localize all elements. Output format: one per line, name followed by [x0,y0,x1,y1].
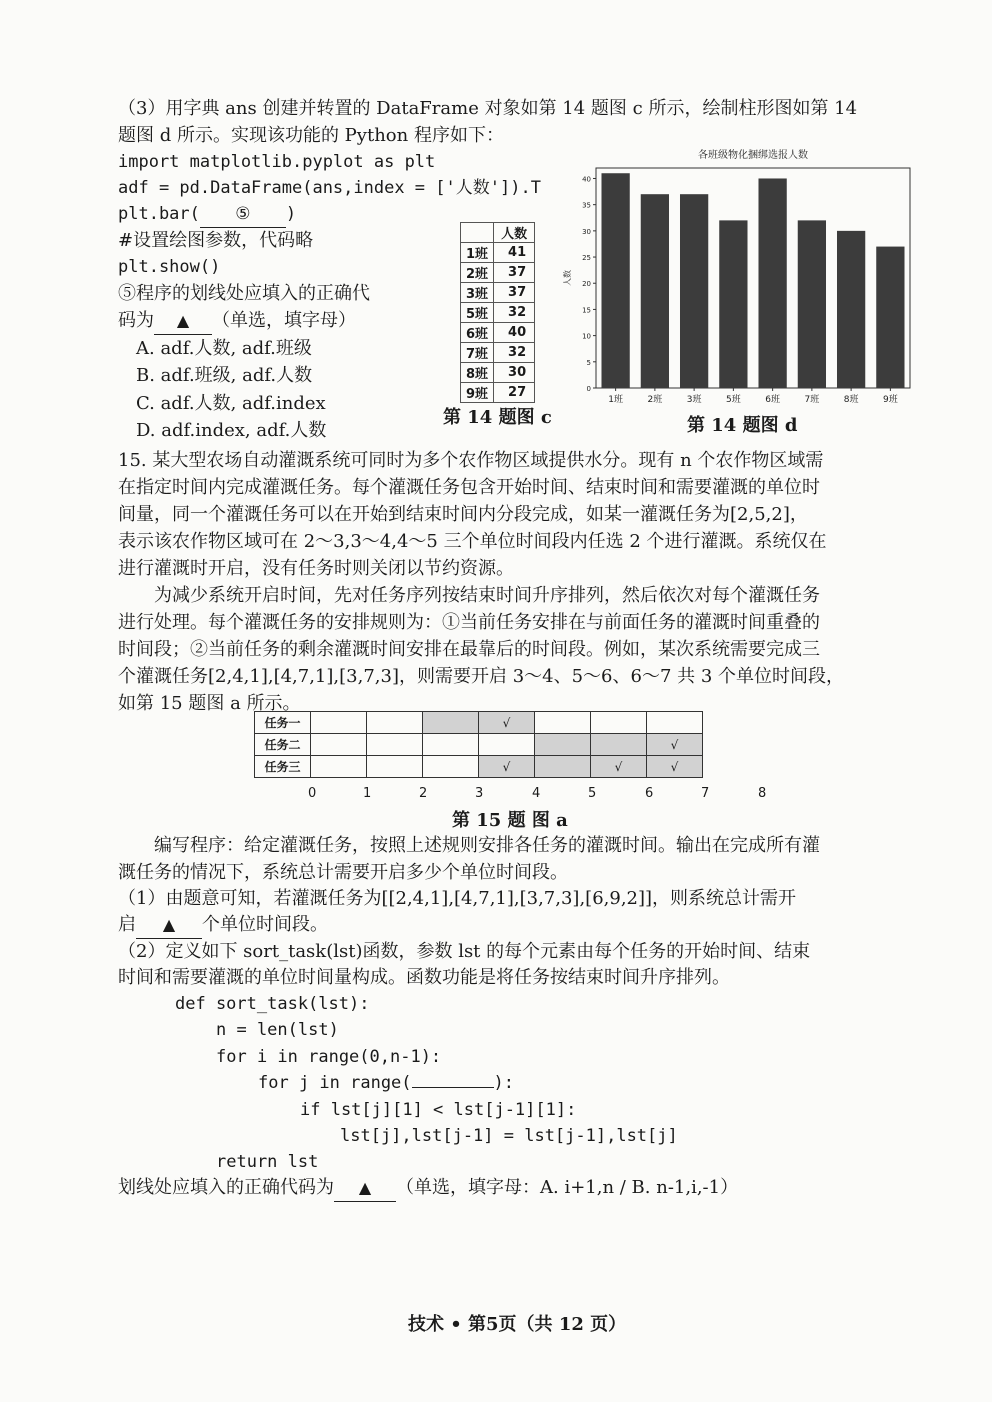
q15-line9: 个灌溉任务[2,4,1],[4,7,1],[3,7,3]，则需要开启 3～4、5～6、6～7 共 3 个单位时间段， [118,666,845,687]
q15-line6: 为减少系统开启时间，先对任务序列按结束时间升序排列，然后依次对每个灌溉任务 [118,585,820,606]
y-tick-label: 35 [582,201,591,210]
grid-x-tick: 5 [588,786,597,801]
grid-cell [479,734,535,756]
x-tick-label: 8班 [843,395,859,405]
q15-line3: 间量，同一个灌溉任务可以在开始到结束时间内分段完成，如某一灌溉任务为[2,5,2]， [118,504,808,525]
answer-blank-triangle: ▲ [334,1175,396,1202]
row-value: 30 [494,363,535,383]
y-tick-label: 0 [586,385,591,393]
table-row [461,243,535,263]
y-tick-label: 5 [586,358,591,367]
table-row [461,263,535,283]
option-a: A. adf.人数, adf.班级 [136,338,312,359]
table-header: 人数 [494,223,535,243]
y-tick-label: 25 [582,254,591,263]
table-row [461,383,535,403]
row-label: 3班 [461,283,494,303]
table-row [461,283,535,303]
row-value: 32 [494,343,535,363]
table-corner [461,223,494,243]
row-label: 2班 [461,263,494,283]
caption-14d: 第 14 题图 d [687,415,798,436]
q15-line2: 在指定时间内完成灌溉任务。每个灌溉任务包含开始时间、结束时间和需要灌溉的单位时 [118,477,820,498]
option-c: C. adf.人数, adf.index [136,393,326,414]
y-tick-label: 40 [582,175,591,184]
bar [680,194,708,388]
code-blank [412,1087,494,1088]
grid-x-tick: 1 [363,786,372,801]
answer-blank-triangle: ▲ [154,308,212,335]
grid-cell [423,712,479,734]
row-label: 8班 [461,363,494,383]
grid-cell [647,712,703,734]
code-if: if lst[j][1] < lst[j-1][1]: [300,1100,577,1120]
grid-x-tick: 6 [645,786,654,801]
bar [876,247,904,388]
bar [601,173,629,388]
page-footer: 技术 • 第5页（共 12 页） [408,1314,627,1335]
row-value: 37 [494,283,535,303]
question-5-line1: ⑤程序的划线处应填入的正确代 [118,283,370,304]
code-bar [118,201,296,228]
y-axis-label: 人数 [563,270,572,286]
x-tick-label: 3班 [686,395,702,405]
grid-label: 任务二 [255,734,311,756]
task-grid-15a [254,711,703,778]
answer-line [118,1175,738,1202]
grid-cell: √ [479,712,535,734]
grid-x-tick: 8 [758,786,767,801]
p3-line2: 题图 d 所示。实现该功能的 Python 程序如下： [118,125,504,146]
caption-14c: 第 14 题图 c [443,407,552,428]
prog-line1: 编写程序：给定灌溉任务，按照上述规则安排各任务的灌溉时间。输出在完成所有灌 [118,835,820,856]
blank-5: ⑤ [200,201,286,228]
code-swap: lst[j],lst[j-1] = lst[j-1],lst[j] [340,1126,678,1146]
sub1-pre: 启 [118,914,136,935]
bar [798,220,826,388]
x-tick-label: 2班 [647,395,663,405]
code-show: plt.show() [118,257,221,277]
row-label: 1班 [461,243,494,263]
code-for-j [258,1070,514,1096]
grid-cell [367,756,423,778]
grid-x-tick: 0 [308,786,317,801]
q15-line7: 进行处理。每个灌溉任务的安排规则为：①当前任务安排在与前面任务的灌溉时间重叠的 [118,612,820,633]
grid-cell [535,712,591,734]
chart-title: 各班级物化捆绑选报人数 [698,150,808,161]
row-label: 7班 [461,343,494,363]
question-5-line2 [118,308,356,335]
x-tick-label: 7班 [804,395,820,405]
grid-row-task2 [255,734,703,756]
code-for-j-pre: for j in range( [258,1073,412,1093]
row-label: 9班 [461,383,494,403]
sub1-line1: （1）由题意可知，若灌溉任务为[[2,4,1],[4,7,1],[3,7,3],[6,9,2]]，则系统总计需开 [118,888,797,909]
grid-cell: √ [647,734,703,756]
table-row [461,323,535,343]
table-14c [460,222,535,403]
row-value: 32 [494,303,535,323]
y-tick-label: 30 [582,227,591,236]
code-n: n = len(lst) [216,1020,339,1040]
grid-cell: √ [647,756,703,778]
grid-x-tick: 7 [701,786,710,801]
sub1-post: 个单位时间段。 [202,914,328,935]
x-tick-label: 6班 [765,395,780,405]
table-row [461,363,535,383]
answer-pre: 划线处应填入的正确代码为 [118,1177,334,1198]
table-row [461,343,535,363]
grid-cell [311,734,367,756]
grid-cell [423,734,479,756]
code-bar-post: ) [285,204,297,224]
caption-15a: 第 15 题 图 a [452,810,568,831]
code-dataframe: adf = pd.DataFrame(ans,index = ['人数']).T [118,178,541,198]
prog-line2: 溉任务的情况下，系统总计需要开启多少个单位时间段。 [118,862,568,883]
bar [641,194,669,388]
y-tick-label: 20 [582,280,591,289]
q5-post: （单选，填字母） [212,310,356,331]
q15-line10: 如第 15 题图 a 所示。 [118,693,301,714]
grid-cell [591,734,647,756]
code-for-j-post: ): [493,1073,515,1093]
sub2-line2: 时间和需要灌溉的单位时间量构成。函数功能是将任务按结束时间升序排列。 [118,967,730,988]
grid-label: 任务一 [255,712,311,734]
grid-row-task1 [255,712,703,734]
q15-line8: 时间段；②当前任务的剩余灌溉时间安排在最靠后的时间段。例如，某次系统需要完成三 [118,639,820,660]
grid-cell [423,756,479,778]
grid-cell: √ [479,756,535,778]
grid-row-task3 [255,756,703,778]
x-tick-label: 9班 [883,395,898,405]
row-value: 41 [494,243,535,263]
row-value: 27 [494,383,535,403]
code-bar-pre: plt.bar( [118,204,200,224]
bar [758,178,786,388]
grid-cell [535,756,591,778]
row-value: 40 [494,323,535,343]
grid-cell: √ [591,756,647,778]
grid-cell [311,712,367,734]
grid-cell [367,712,423,734]
option-d: D. adf.index, adf.人数 [136,420,327,441]
q15-line1: 15. 某大型农场自动灌溉系统可同时为多个农作物区域提供水分。现有 n 个农作物区域需 [118,450,824,471]
grid-cell [535,734,591,756]
bar-chart-14d [560,146,920,412]
row-value: 37 [494,263,535,283]
grid-label: 任务三 [255,756,311,778]
grid-cell [367,734,423,756]
y-tick-label: 10 [582,332,591,341]
x-tick-label: 5班 [726,395,741,405]
code-for-i: for i in range(0,n-1): [216,1047,442,1067]
q15-line5: 进行灌溉时开启，没有任务时则关闭以节约资源。 [118,558,514,579]
x-tick-label: 1班 [608,395,623,405]
row-label: 6班 [461,323,494,343]
sub2-line1: （2）定义如下 sort_task(lst)函数，参数 lst 的每个元素由每个任务的开始时间、结束 [118,941,811,962]
bar [719,220,747,388]
p3-line1: （3）用字典 ans 创建并转置的 DataFrame 对象如第 14 题图 c 所示，绘制柱形图如第 14 [118,98,858,119]
row-label: 5班 [461,303,494,323]
option-b: B. adf.班级, adf.人数 [136,365,313,386]
grid-x-tick: 2 [419,786,428,801]
grid-cell [311,756,367,778]
y-tick-label: 15 [582,306,591,315]
q15-line4: 表示该农作物区域可在 2～3,3～4,4～5 三个单位时间段内任选 2 个进行灌溉。系统仅在 [118,531,827,552]
grid-cell [591,712,647,734]
grid-x-tick: 4 [532,786,541,801]
answer-post: （单选，填字母：A. i+1,n / B. n-1,i,-1） [396,1177,739,1198]
answer-blank-triangle: ▲ [136,912,202,939]
table-row [461,303,535,323]
q5-pre: 码为 [118,310,154,331]
code-return: return lst [216,1152,319,1172]
bar [837,231,865,388]
sub1-line2 [118,912,328,939]
code-def: def sort_task(lst): [175,994,370,1014]
code-import: import matplotlib.pyplot as plt [118,152,436,172]
grid-x-tick: 3 [475,786,484,801]
code-comment: #设置绘图参数，代码略 [118,230,314,251]
